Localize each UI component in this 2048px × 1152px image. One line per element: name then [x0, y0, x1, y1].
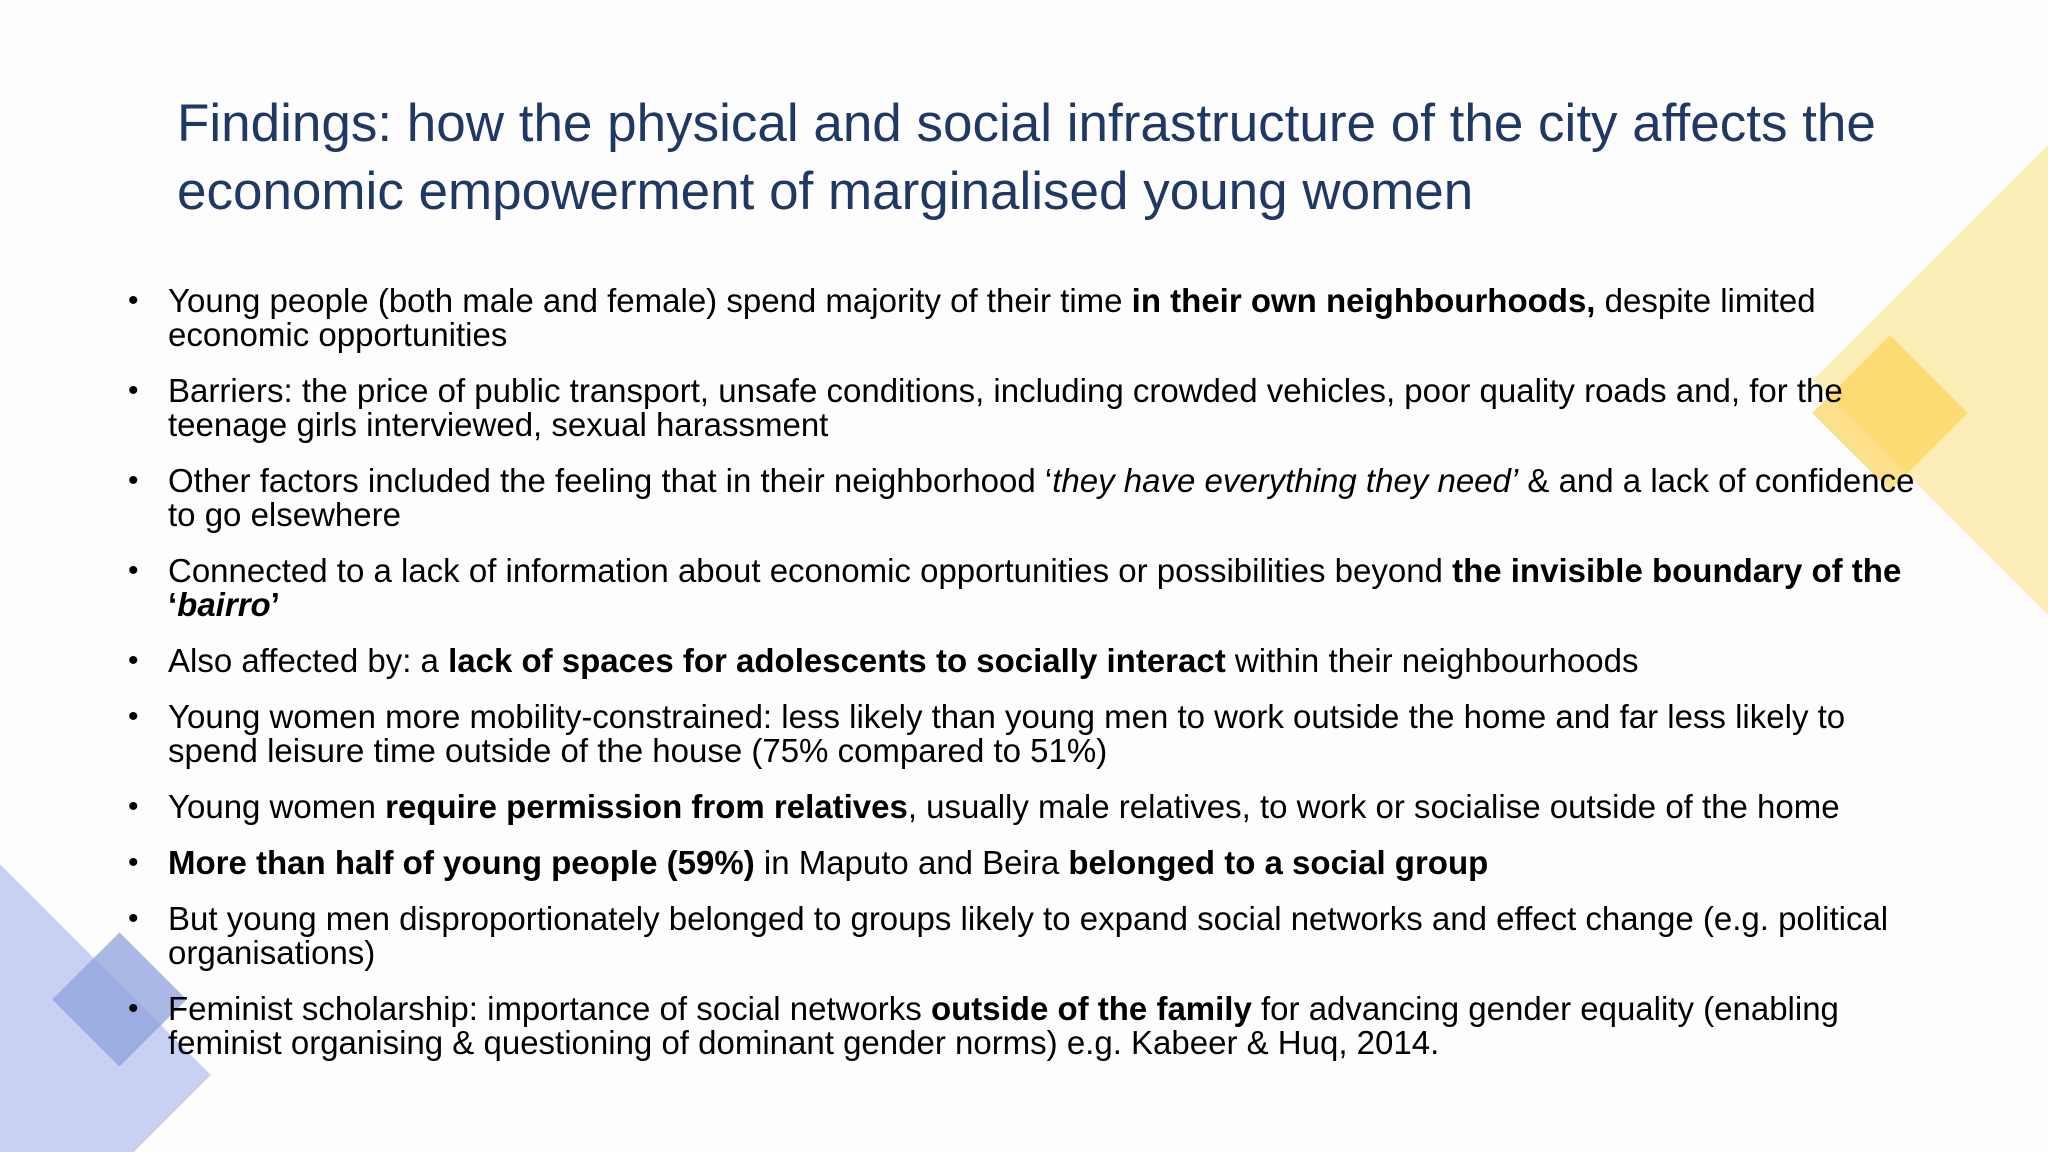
bullet-marker: •: [128, 790, 139, 823]
bullet-text: Feminist scholarship: importance of social networks: [168, 990, 931, 1027]
bullet-text: in Maputo and Beira: [754, 844, 1069, 881]
bullet-marker: •: [128, 902, 139, 935]
bullet-text: Young women more mobility-constrained: less likely than young men to work outside the home and far less likely to spend leisure time outside of the house (75% compared to 51%): [168, 698, 1846, 769]
bullet-text: for advancing gender equality (enabling feminist organising & questioning of dominant gender norms) e.g. Kabeer & Huq, 2014.: [168, 990, 1839, 1061]
bullet-item-other-factors: [128, 464, 1928, 532]
bullet-emphasis: More than half of young people (59%): [168, 844, 755, 881]
bullet-marker: •: [128, 846, 139, 879]
bullet-emphasis: require permission from relatives: [385, 788, 908, 825]
bullet-item-spaces: [128, 644, 1928, 678]
bullet-text: But young men disproportionately belonged to groups likely to expand social networks and effect change (e.g. political organisations): [168, 900, 1889, 971]
slide-title: Findings: how the physical and social infrastructure of the city affects the economic empowerment of marginalised young women: [177, 94, 1876, 221]
bullet-item-permission: [128, 790, 1928, 824]
bullet-emphasis: lack of spaces for adolescents to socially interact: [448, 642, 1226, 679]
bullet-marker: •: [128, 284, 139, 317]
bullet-item-information: [128, 554, 1928, 622]
bullet-item-mobility: [128, 700, 1928, 768]
bullet-emphasis-italic: bairro: [177, 586, 271, 623]
bullet-item-social-group: [128, 846, 1928, 880]
bullet-item-feminist-scholarship: [128, 992, 1928, 1060]
bullet-emphasis: ’: [270, 586, 280, 623]
bullet-text: Connected to a lack of information about economic opportunities or possibilities beyond: [168, 552, 1453, 589]
bullet-emphasis: belonged to a social group: [1068, 844, 1489, 881]
bullet-item-young-men-groups: [128, 902, 1928, 970]
bullet-marker: •: [128, 644, 139, 677]
bullet-text: Also affected by: a: [168, 642, 449, 679]
bullet-item-neighbourhoods: [128, 284, 1928, 352]
bullet-text: within their neighbourhoods: [1225, 642, 1639, 679]
bullet-text: & and a lack of confidence to go elsewhere: [168, 462, 1915, 533]
bullet-marker: •: [128, 374, 139, 407]
bullet-marker: •: [128, 992, 139, 1025]
bullet-text: Other factors included the feeling that in their neighborhood ‘: [168, 462, 1053, 499]
bullet-marker: •: [128, 464, 139, 497]
bullet-text: despite limited economic opportunities: [168, 282, 1816, 353]
bullet-marker: •: [128, 700, 139, 733]
bullet-text: , usually male relatives, to work or socialise outside of the home: [907, 788, 1840, 825]
bullet-text: Barriers: the price of public transport, unsafe conditions, including crowded vehicles, poor quality roads and, for the teenage girls interviewed, sexual harassment: [168, 372, 1843, 443]
bullet-emphasis: the invisible boundary of the ‘: [168, 552, 1902, 623]
bullet-emphasis: in their own neighbourhoods,: [1131, 282, 1596, 319]
bullet-quote: they have everything they need’: [1052, 462, 1519, 499]
bullet-marker: •: [128, 554, 139, 587]
bullet-item-barriers: [128, 374, 1928, 442]
bullet-list: [128, 284, 1928, 1082]
bullet-text: Young women: [168, 788, 386, 825]
bullet-emphasis: outside of the family: [930, 990, 1252, 1027]
bullet-text: Young people (both male and female) spend majority of their time: [168, 282, 1132, 319]
